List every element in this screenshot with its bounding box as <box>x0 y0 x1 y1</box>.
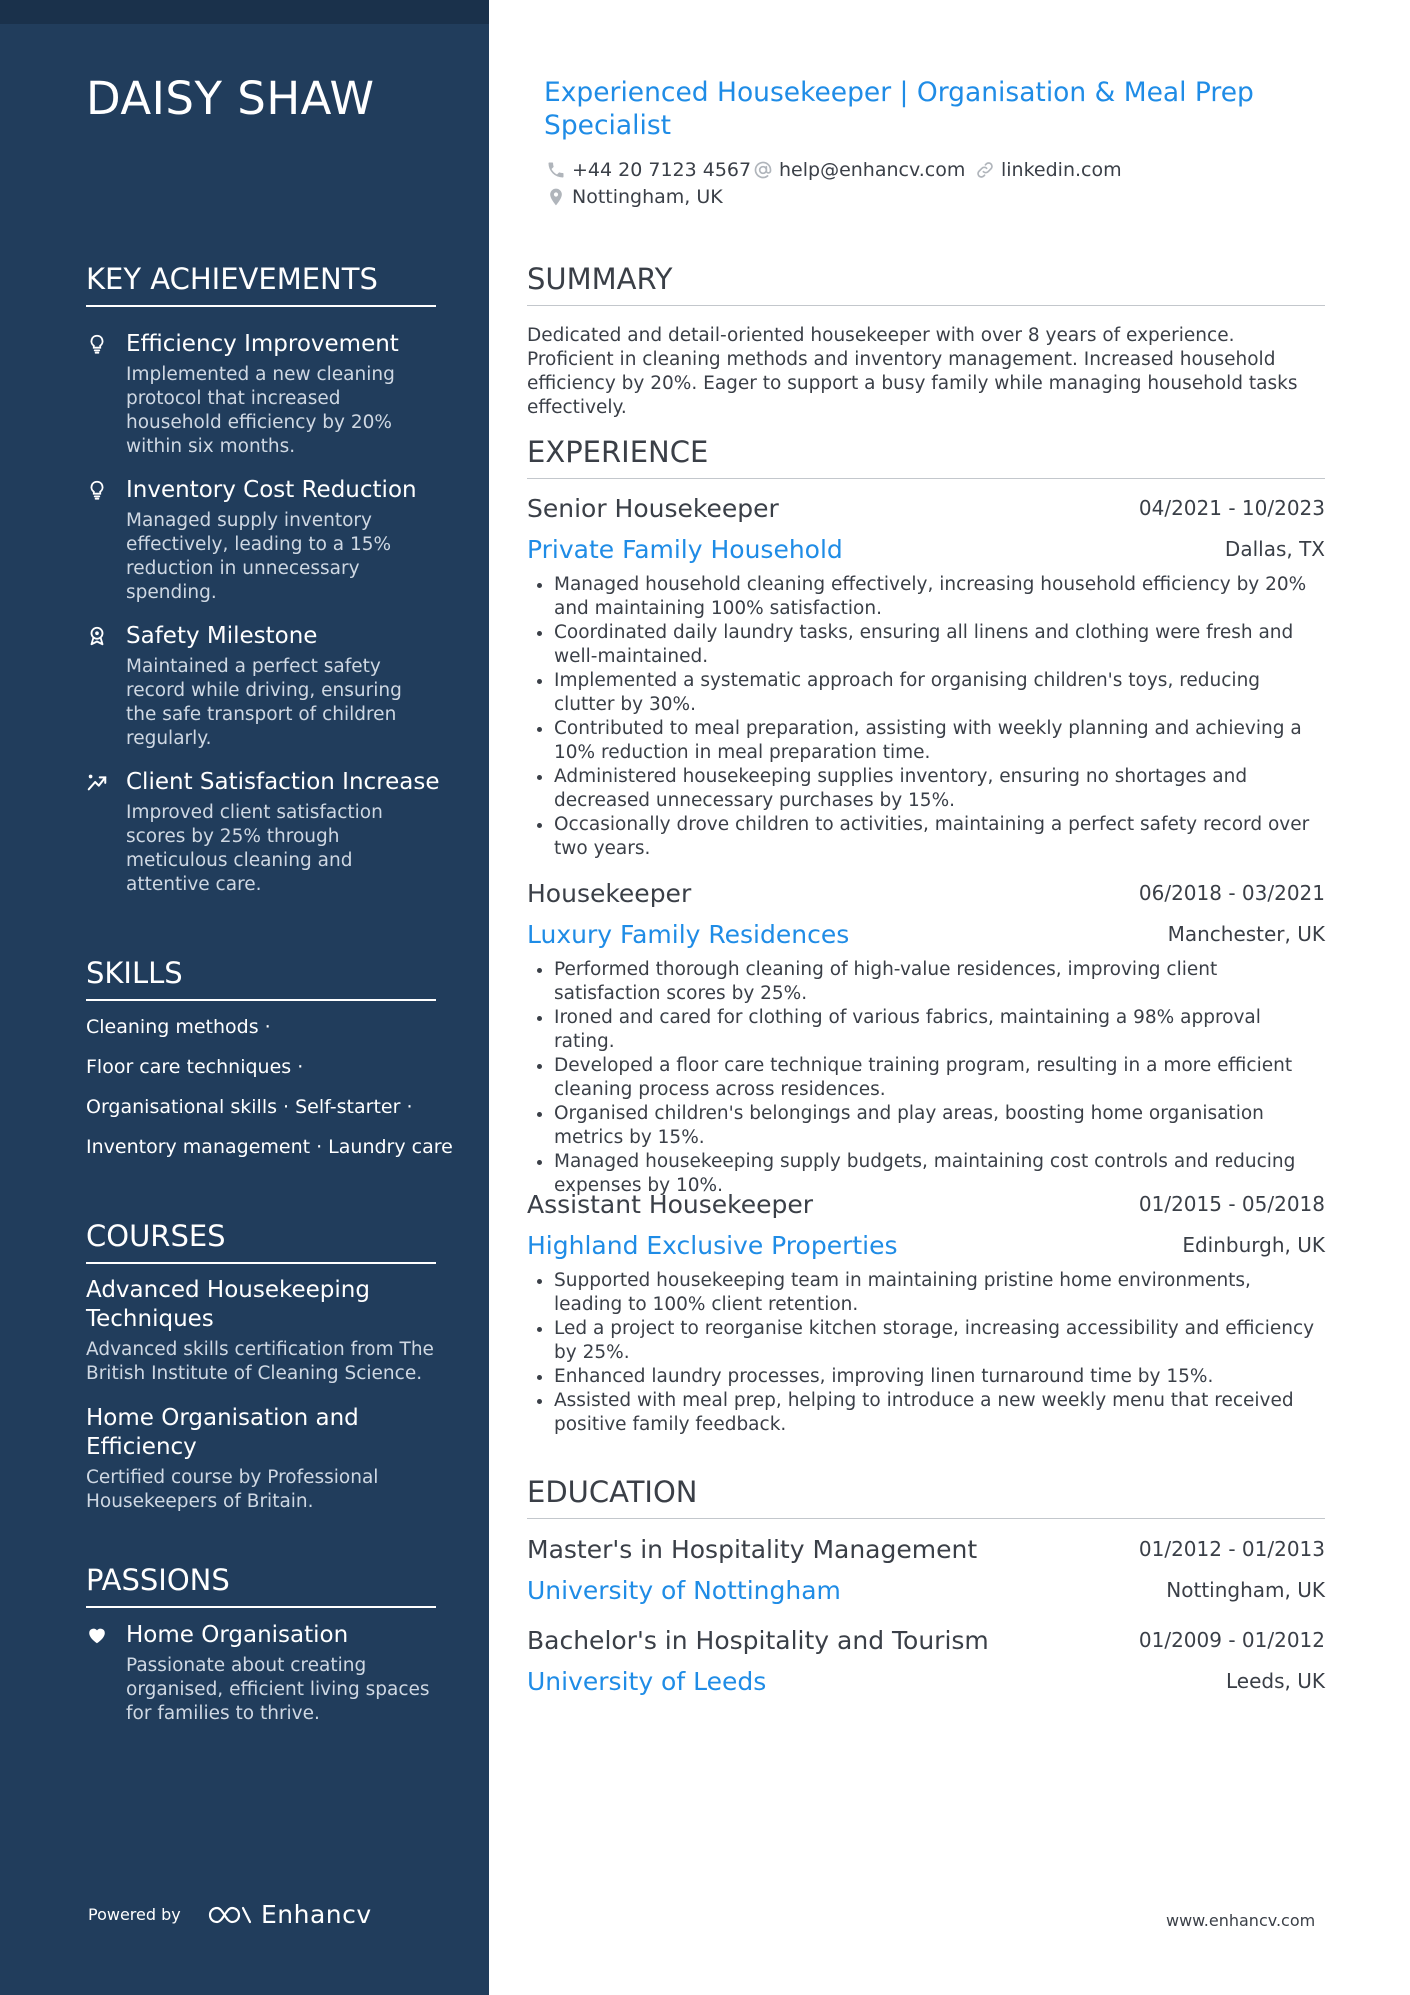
heart-icon <box>86 1624 108 1646</box>
sidebar <box>0 0 489 1995</box>
job-bullet: Developed a floor care technique training program, resulting in a more efficient cleaning process across residences. <box>527 1054 1325 1102</box>
job-bullets <box>527 958 1325 1198</box>
skill-line: Inventory management · Laundry care <box>86 1136 453 1158</box>
experience-title: EXPERIENCE <box>527 435 1325 479</box>
job-bullet: Assisted with meal prep, helping to introduce a new weekly menu that received positive family feedback. <box>527 1389 1325 1437</box>
education-location: Leeds, UK <box>1226 1669 1325 1693</box>
job-company: Highland Exclusive Properties <box>527 1231 898 1260</box>
education-item <box>527 1626 1325 1697</box>
candidate-name: DAISY SHAW <box>86 72 375 125</box>
job-bullet: Ironed and cared for clothing of various fabrics, maintaining a 98% approval rating. <box>527 1006 1325 1054</box>
job-bullet: Supported housekeeping team in maintaining pristine home environments, leading to 100% client retention. <box>527 1269 1325 1317</box>
achievement-item <box>86 621 436 751</box>
contact-location <box>546 186 723 208</box>
contact-linkedin[interactable] <box>975 159 1122 181</box>
experience-item <box>527 494 1325 861</box>
enhancv-brand-text: Enhancv <box>261 1900 372 1929</box>
footer-url[interactable]: www.enhancv.com <box>1166 1911 1316 1930</box>
passion-item <box>86 1620 436 1726</box>
achievement-desc: Maintained a perfect safety record while driving, ensuring the safe transport of children regularly. <box>126 656 402 749</box>
courses-section <box>86 1219 436 1514</box>
skill-line: Cleaning methods · <box>86 1016 271 1038</box>
award-icon <box>86 625 108 647</box>
key-achievements-section <box>86 262 440 897</box>
skills-title: SKILLS <box>86 956 436 1001</box>
skill-line: Organisational skills · Self-starter · <box>86 1096 413 1118</box>
achievement-title: Client Satisfaction Increase <box>126 769 440 795</box>
achievement-desc: Implemented a new cleaning protocol that increased household efficiency by 20% within six months. <box>126 364 395 457</box>
enhancv-logo[interactable] <box>207 1900 372 1929</box>
course-title: Advanced Housekeeping Techniques <box>86 1277 370 1332</box>
achievement-item <box>86 329 436 459</box>
job-bullets <box>527 573 1325 861</box>
job-dates: 06/2018 - 03/2021 <box>1138 881 1325 905</box>
job-bullet: Performed thorough cleaning of high-value residences, improving client satisfaction scores by 25%. <box>527 958 1325 1006</box>
achievement-title: Inventory Cost Reduction <box>126 477 417 503</box>
education-dates: 01/2009 - 01/2012 <box>1138 1628 1325 1652</box>
passion-desc: Passionate about creating organised, efficient living spaces for families to thrive. <box>126 1655 430 1724</box>
job-bullet: Managed household cleaning effectively, increasing household efficiency by 20% and maintaining 100% satisfaction. <box>527 573 1325 621</box>
growth-icon <box>86 771 108 793</box>
key-achievements-title: KEY ACHIEVEMENTS <box>86 262 436 307</box>
job-company: Luxury Family Residences <box>527 920 850 949</box>
achievement-item <box>86 475 436 605</box>
job-bullet: Coordinated daily laundry tasks, ensuring all linens and clothing were fresh and well-maintained. <box>527 621 1325 669</box>
experience-item <box>527 879 1325 1198</box>
summary-text: Dedicated and detail-oriented housekeeper with over 8 years of experience. Proficient in cleaning methods and inventory management. Increased household efficiency by 20%. Eager to support a busy family while managing household tasks effectively. <box>527 325 1298 418</box>
education-school: University of Leeds <box>527 1667 767 1696</box>
job-location: Edinburgh, UK <box>1182 1233 1325 1257</box>
location-text: Nottingham, UK <box>572 186 723 208</box>
lightbulb-icon <box>86 333 108 355</box>
job-dates: 04/2021 - 10/2023 <box>1138 496 1325 520</box>
link-icon <box>975 160 995 180</box>
phone-icon <box>546 160 566 180</box>
course-desc: Certified course by Professional Housekeepers of Britain. <box>86 1467 379 1512</box>
education-item <box>527 1535 1325 1606</box>
job-location: Dallas, TX <box>1224 537 1325 561</box>
education-school: University of Nottingham <box>527 1576 841 1605</box>
skill-line: Floor care techniques · <box>86 1056 304 1078</box>
job-dates: 01/2015 - 05/2018 <box>1138 1192 1325 1216</box>
job-bullet: Contributed to meal preparation, assisting with weekly planning and achieving a 10% reduction in meal preparation time. <box>527 717 1325 765</box>
education-degree: Bachelor's in Hospitality and Tourism <box>527 1626 989 1655</box>
job-bullet: Implemented a systematic approach for organising children's toys, reducing clutter by 30%. <box>527 669 1325 717</box>
phone-text: +44 20 7123 4567 <box>572 159 752 181</box>
lightbulb-icon <box>86 479 108 501</box>
job-company: Private Family Household <box>527 535 843 564</box>
job-title: Senior Housekeeper <box>527 494 779 523</box>
email-text: help@enhancv.com <box>779 159 966 181</box>
at-icon <box>753 160 773 180</box>
job-bullet: Administered housekeeping supplies inventory, ensuring no shortages and decreased unnecessary purchases by 15%. <box>527 765 1325 813</box>
sidebar-top-bar <box>0 0 489 24</box>
achievement-item <box>86 767 440 897</box>
powered-by-label: Powered by <box>88 1905 181 1924</box>
headline: Experienced Housekeeper | Organisation & Meal Prep Specialist <box>544 77 1254 141</box>
passions-title: PASSIONS <box>86 1563 436 1608</box>
linkedin-text: linkedin.com <box>1001 159 1122 181</box>
skills-section <box>86 956 453 1159</box>
education-title: EDUCATION <box>527 1475 1325 1519</box>
job-location: Manchester, UK <box>1167 922 1325 946</box>
enhancv-logo-icon <box>207 1903 253 1927</box>
job-bullet: Managed housekeeping supply budgets, maintaining cost controls and reducing expenses by 10%. <box>527 1150 1325 1198</box>
job-bullet: Occasionally drove children to activities, maintaining a perfect safety record over two years. <box>527 813 1325 861</box>
contact-email[interactable] <box>753 159 965 181</box>
achievement-title: Efficiency Improvement <box>126 331 399 357</box>
experience-item <box>527 1190 1325 1437</box>
achievement-title: Safety Milestone <box>126 623 318 649</box>
job-bullet: Led a project to reorganise kitchen storage, increasing accessibility and efficiency by 25%. <box>527 1317 1325 1365</box>
course-title: Home Organisation and Efficiency <box>86 1405 359 1460</box>
contact-phone[interactable] <box>546 159 751 181</box>
job-bullet: Organised children's belongings and play areas, boosting home organisation metrics by 15%. <box>527 1102 1325 1150</box>
courses-title: COURSES <box>86 1219 436 1264</box>
job-title: Assistant Housekeeper <box>527 1190 814 1219</box>
job-title: Housekeeper <box>527 879 692 908</box>
location-pin-icon <box>546 187 566 207</box>
education-dates: 01/2012 - 01/2013 <box>1138 1537 1325 1561</box>
job-bullets <box>527 1269 1325 1437</box>
education-degree: Master's in Hospitality Management <box>527 1535 978 1564</box>
course-item <box>86 1404 436 1514</box>
course-desc: Advanced skills certification from The British Institute of Cleaning Science. <box>86 1339 434 1384</box>
achievement-desc: Improved client satisfaction scores by 25% through meticulous cleaning and attentive care. <box>126 802 383 895</box>
achievement-desc: Managed supply inventory effectively, leading to a 15% reduction in unnecessary spending. <box>126 510 392 603</box>
passions-section <box>86 1563 436 1726</box>
passion-title: Home Organisation <box>126 1622 349 1648</box>
summary-title: SUMMARY <box>527 262 1325 306</box>
course-item <box>86 1276 436 1386</box>
job-bullet: Enhanced laundry processes, improving linen turnaround time by 15%. <box>527 1365 1325 1389</box>
education-location: Nottingham, UK <box>1166 1578 1325 1602</box>
